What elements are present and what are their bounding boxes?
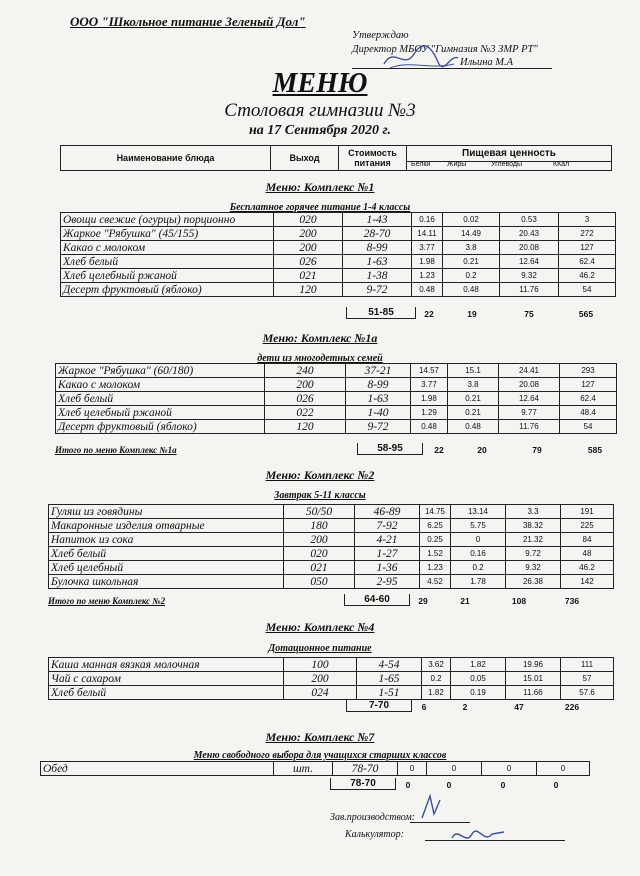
cell-protein: 1.29	[411, 406, 448, 420]
cell-price: 4-21	[355, 533, 420, 547]
table-row	[56, 392, 617, 406]
total-fat: 2	[462, 702, 468, 712]
cell-protein: 1.52	[420, 547, 451, 561]
cell-output: 020	[284, 547, 355, 561]
cell-price: 1-65	[357, 672, 422, 686]
section-title: Меню: Комплекс №7	[265, 730, 375, 744]
total-fat: 20	[477, 445, 487, 455]
cell-name: Напиток из сока	[49, 533, 284, 547]
cell-price: 1-38	[343, 269, 412, 283]
cell-kcal: 3	[559, 213, 616, 227]
cell-output: 200	[274, 241, 343, 255]
cell-output: 021	[274, 269, 343, 283]
cell-protein: 0.48	[411, 420, 448, 434]
cell-protein: 14.57	[411, 364, 448, 378]
cell-kcal: 191	[561, 505, 614, 519]
cell-kcal: 57	[561, 672, 614, 686]
total-kcal: 0	[553, 780, 559, 790]
cell-carbs: 12.64	[500, 255, 559, 269]
page-subtitle: Столовая гимназии №3	[224, 100, 416, 121]
cell-kcal: 84	[561, 533, 614, 547]
cell-fat: 0.48	[448, 420, 499, 434]
cell-price: 4-54	[357, 658, 422, 672]
cell-fat: 1.82	[451, 658, 506, 672]
section-title: Меню: Комплекс №4	[265, 620, 375, 634]
cell-carbs: 9.77	[499, 406, 560, 420]
cell-protein: 1.23	[420, 561, 451, 575]
menu-table	[55, 363, 617, 434]
cell-protein: 0.16	[412, 213, 443, 227]
cell-carbs: 11.76	[499, 420, 560, 434]
cell-carbs: 3.3	[506, 505, 561, 519]
header-protein: Белки	[411, 161, 431, 168]
cell-price: 9-72	[346, 420, 411, 434]
cell-price: 7-92	[355, 519, 420, 533]
section-subtitle: Меню свободного выбора для учащихся старших классов	[193, 750, 447, 761]
cell-kcal: 62.4	[559, 255, 616, 269]
cell-protein: 0.48	[412, 283, 443, 297]
total-price: 64-60	[344, 594, 410, 606]
header-name: Наименование блюда	[61, 146, 271, 170]
cell-price: 1-27	[355, 547, 420, 561]
cell-output: 020	[274, 213, 343, 227]
cell-kcal: 54	[560, 420, 617, 434]
cell-price: 1-51	[357, 686, 422, 700]
total-carbs: 79	[532, 445, 542, 455]
cell-price: 1-36	[355, 561, 420, 575]
cell-protein: 1.98	[412, 255, 443, 269]
table-header	[60, 145, 612, 171]
cell-output: 050	[284, 575, 355, 589]
cell-kcal: 272	[559, 227, 616, 241]
total-protein: 0	[405, 780, 411, 790]
approve-label: Утверждаю	[352, 30, 409, 41]
cell-fat: 0.2	[443, 269, 500, 283]
cell-output: 120	[274, 283, 343, 297]
table-row	[49, 505, 614, 519]
total-price: 78-70	[330, 778, 396, 790]
cell-carbs: 24.41	[499, 364, 560, 378]
table-row	[41, 762, 590, 776]
calculator-signature-label: Калькулятор:	[345, 829, 404, 840]
approver-position: Директор МБОУ "Гимназия №3 ЗМР РТ"	[352, 44, 538, 55]
total-kcal: 565	[578, 309, 594, 319]
cell-protein: 3.77	[412, 241, 443, 255]
cell-kcal: 293	[560, 364, 617, 378]
header-price-line1: Стоимость	[348, 148, 397, 158]
section-title: Меню: Комплекс №1а	[262, 331, 378, 345]
approver-name: Ильина М.А	[460, 57, 514, 68]
cell-output: 021	[284, 561, 355, 575]
cell-kcal: 225	[561, 519, 614, 533]
cell-fat: 3.8	[443, 241, 500, 255]
table-row	[49, 672, 614, 686]
cell-output: 180	[284, 519, 355, 533]
cell-output: 024	[284, 686, 357, 700]
table-row	[49, 686, 614, 700]
cell-name: Хлеб целебный ржаной	[56, 406, 265, 420]
cell-protein: 3.77	[411, 378, 448, 392]
cell-name: Какао с молоком	[56, 378, 265, 392]
cell-output: шт.	[274, 762, 333, 776]
total-protein: 22	[424, 309, 434, 319]
cell-name: Овощи свежие (огурцы) порционно	[61, 213, 274, 227]
cell-carbs: 38.32	[506, 519, 561, 533]
cell-price: 1-63	[343, 255, 412, 269]
cell-carbs: 0	[482, 762, 537, 776]
cell-fat: 0	[451, 533, 506, 547]
cell-name: Хлеб целебный	[49, 561, 284, 575]
cell-name: Хлеб белый	[49, 686, 284, 700]
cell-price: 78-70	[333, 762, 398, 776]
header-carbs: Углеводы	[491, 161, 523, 168]
cell-name: Гуляш из говядины	[49, 505, 284, 519]
cell-carbs: 20.08	[500, 241, 559, 255]
cell-protein: 14.75	[420, 505, 451, 519]
cell-output: 120	[265, 420, 346, 434]
menu-table	[60, 212, 616, 297]
cell-output: 200	[284, 533, 355, 547]
cell-fat: 15.1	[448, 364, 499, 378]
cell-carbs: 15.01	[506, 672, 561, 686]
cell-name: Чай с сахаром	[49, 672, 284, 686]
header-kcal: ККал	[553, 161, 570, 168]
calculator-signature-icon	[448, 822, 508, 848]
menu-date: на 17 Сентября 2020 г.	[249, 123, 391, 138]
section-subtitle: Дотационное питание	[268, 643, 372, 654]
cell-carbs: 12.64	[499, 392, 560, 406]
total-price: 51-85	[346, 307, 416, 319]
total-kcal: 226	[564, 702, 580, 712]
cell-price: 37-21	[346, 364, 411, 378]
cell-kcal: 57.6	[561, 686, 614, 700]
menu-table	[48, 504, 614, 589]
table-row	[61, 269, 616, 283]
cell-protein: 14.11	[412, 227, 443, 241]
total-price: 58-95	[357, 443, 423, 455]
cell-kcal: 54	[559, 283, 616, 297]
cell-price: 46-89	[355, 505, 420, 519]
cell-price: 8-99	[346, 378, 411, 392]
cell-carbs: 19.96	[506, 658, 561, 672]
total-protein: 6	[421, 702, 427, 712]
cell-fat: 1.78	[451, 575, 506, 589]
cell-name: Булочка школьная	[49, 575, 284, 589]
cell-protein: 6.25	[420, 519, 451, 533]
table-row	[61, 283, 616, 297]
cell-fat: 0	[427, 762, 482, 776]
cell-name: Десерт фруктовый (яблоко)	[56, 420, 265, 434]
cell-protein: 1.82	[422, 686, 451, 700]
cell-price: 28-70	[343, 227, 412, 241]
cell-name: Хлеб целебный ржаной	[61, 269, 274, 283]
cell-kcal: 48.4	[560, 406, 617, 420]
cell-protein: 1.23	[412, 269, 443, 283]
table-row	[56, 420, 617, 434]
cell-fat: 0.21	[448, 392, 499, 406]
total-carbs: 47	[514, 702, 524, 712]
cell-carbs: 9.32	[500, 269, 559, 283]
table-row	[49, 658, 614, 672]
table-row	[61, 241, 616, 255]
total-label: Итого по меню Комплекс №1а	[55, 445, 177, 455]
cell-carbs: 11.76	[500, 283, 559, 297]
cell-protein: 3.62	[422, 658, 451, 672]
cell-carbs: 0.53	[500, 213, 559, 227]
cell-fat: 0.2	[451, 561, 506, 575]
cell-carbs: 20.43	[500, 227, 559, 241]
cell-fat: 14.49	[443, 227, 500, 241]
menu-table	[40, 761, 590, 776]
cell-price: 1-43	[343, 213, 412, 227]
production-signature-icon	[416, 792, 446, 822]
cell-fat: 0.48	[443, 283, 500, 297]
cell-carbs: 21.32	[506, 533, 561, 547]
total-fat: 21	[460, 596, 470, 606]
cell-output: 200	[265, 378, 346, 392]
cell-kcal: 111	[561, 658, 614, 672]
cell-fat: 0.21	[443, 255, 500, 269]
cell-name: Жаркое "Рябушка" (45/155)	[61, 227, 274, 241]
cell-name: Макаронные изделия отварные	[49, 519, 284, 533]
cell-kcal: 46.2	[559, 269, 616, 283]
cell-protein: 0	[398, 762, 427, 776]
total-protein: 22	[434, 445, 444, 455]
cell-carbs: 9.32	[506, 561, 561, 575]
production-signature-label: Зав.производством:	[330, 812, 416, 823]
cell-kcal: 0	[537, 762, 590, 776]
table-row	[61, 227, 616, 241]
table-row	[61, 213, 616, 227]
cell-output: 240	[265, 364, 346, 378]
section-subtitle: Завтрак 5-11 классы	[274, 490, 366, 501]
cell-output: 50/50	[284, 505, 355, 519]
cell-kcal: 62.4	[560, 392, 617, 406]
cell-output: 026	[274, 255, 343, 269]
cell-name: Каша манная вязкая молочная	[49, 658, 284, 672]
cell-fat: 13.14	[451, 505, 506, 519]
cell-name: Десерт фруктовый (яблоко)	[61, 283, 274, 297]
cell-protein: 0.2	[422, 672, 451, 686]
menu-table	[48, 657, 614, 700]
header-fat: Жиры	[447, 161, 467, 168]
cell-kcal: 127	[560, 378, 617, 392]
cell-fat: 0.16	[451, 547, 506, 561]
cell-name: Хлеб белый	[49, 547, 284, 561]
total-carbs: 108	[511, 596, 527, 606]
header-price	[339, 146, 407, 170]
total-price: 7-70	[346, 700, 412, 712]
section-subtitle: дети из многодетных семей	[257, 353, 383, 364]
total-carbs: 0	[500, 780, 506, 790]
cell-output: 200	[274, 227, 343, 241]
table-row	[49, 547, 614, 561]
cell-carbs: 20.08	[499, 378, 560, 392]
table-row	[56, 364, 617, 378]
cell-output: 100	[284, 658, 357, 672]
table-row	[49, 519, 614, 533]
cell-protein: 1.98	[411, 392, 448, 406]
table-row	[49, 561, 614, 575]
cell-price: 8-99	[343, 241, 412, 255]
cell-price: 1-63	[346, 392, 411, 406]
cell-fat: 5.75	[451, 519, 506, 533]
table-row	[56, 406, 617, 420]
section-subtitle: Бесплатное горячее питание 1-4 классы	[229, 202, 411, 213]
cell-protein: 4.52	[420, 575, 451, 589]
table-row	[49, 575, 614, 589]
cell-name: Жаркое "Рябушка" (60/180)	[56, 364, 265, 378]
cell-carbs: 26.38	[506, 575, 561, 589]
menu-title: МЕНЮ	[272, 68, 368, 99]
total-kcal: 585	[587, 445, 603, 455]
cell-protein: 0.25	[420, 533, 451, 547]
cell-output: 026	[265, 392, 346, 406]
cell-name: Хлеб белый	[56, 392, 265, 406]
header-nutrition: Пищевая ценность	[462, 148, 556, 159]
cell-kcal: 48	[561, 547, 614, 561]
section-title: Меню: Комплекс №1	[265, 180, 375, 194]
total-kcal: 736	[564, 596, 580, 606]
cell-output: 022	[265, 406, 346, 420]
cell-carbs: 9.72	[506, 547, 561, 561]
cell-name: Обед	[41, 762, 274, 776]
total-label: Итого по меню Комплекс №2	[48, 596, 166, 606]
cell-carbs: 11.66	[506, 686, 561, 700]
table-row	[49, 533, 614, 547]
cell-price: 9-72	[343, 283, 412, 297]
cell-fat: 3.8	[448, 378, 499, 392]
total-fat: 0	[446, 780, 452, 790]
cell-kcal: 142	[561, 575, 614, 589]
organization-name: ООО "Школьное питание Зеленый Дол"	[70, 14, 306, 29]
cell-name: Хлеб белый	[61, 255, 274, 269]
table-row	[56, 378, 617, 392]
cell-name: Какао с молоком	[61, 241, 274, 255]
cell-price: 2-95	[355, 575, 420, 589]
cell-kcal: 127	[559, 241, 616, 255]
cell-fat: 0.21	[448, 406, 499, 420]
cell-fat: 0.05	[451, 672, 506, 686]
cell-fat: 0.02	[443, 213, 500, 227]
header-price-line2: питания	[354, 158, 391, 168]
table-row	[61, 255, 616, 269]
cell-fat: 0.19	[451, 686, 506, 700]
section-title: Меню: Комплекс №2	[265, 468, 375, 482]
cell-kcal: 46.2	[561, 561, 614, 575]
cell-output: 200	[284, 672, 357, 686]
cell-price: 1-40	[346, 406, 411, 420]
total-carbs: 75	[524, 309, 534, 319]
total-protein: 29	[418, 596, 428, 606]
header-output: Выход	[271, 146, 339, 170]
total-fat: 19	[467, 309, 477, 319]
